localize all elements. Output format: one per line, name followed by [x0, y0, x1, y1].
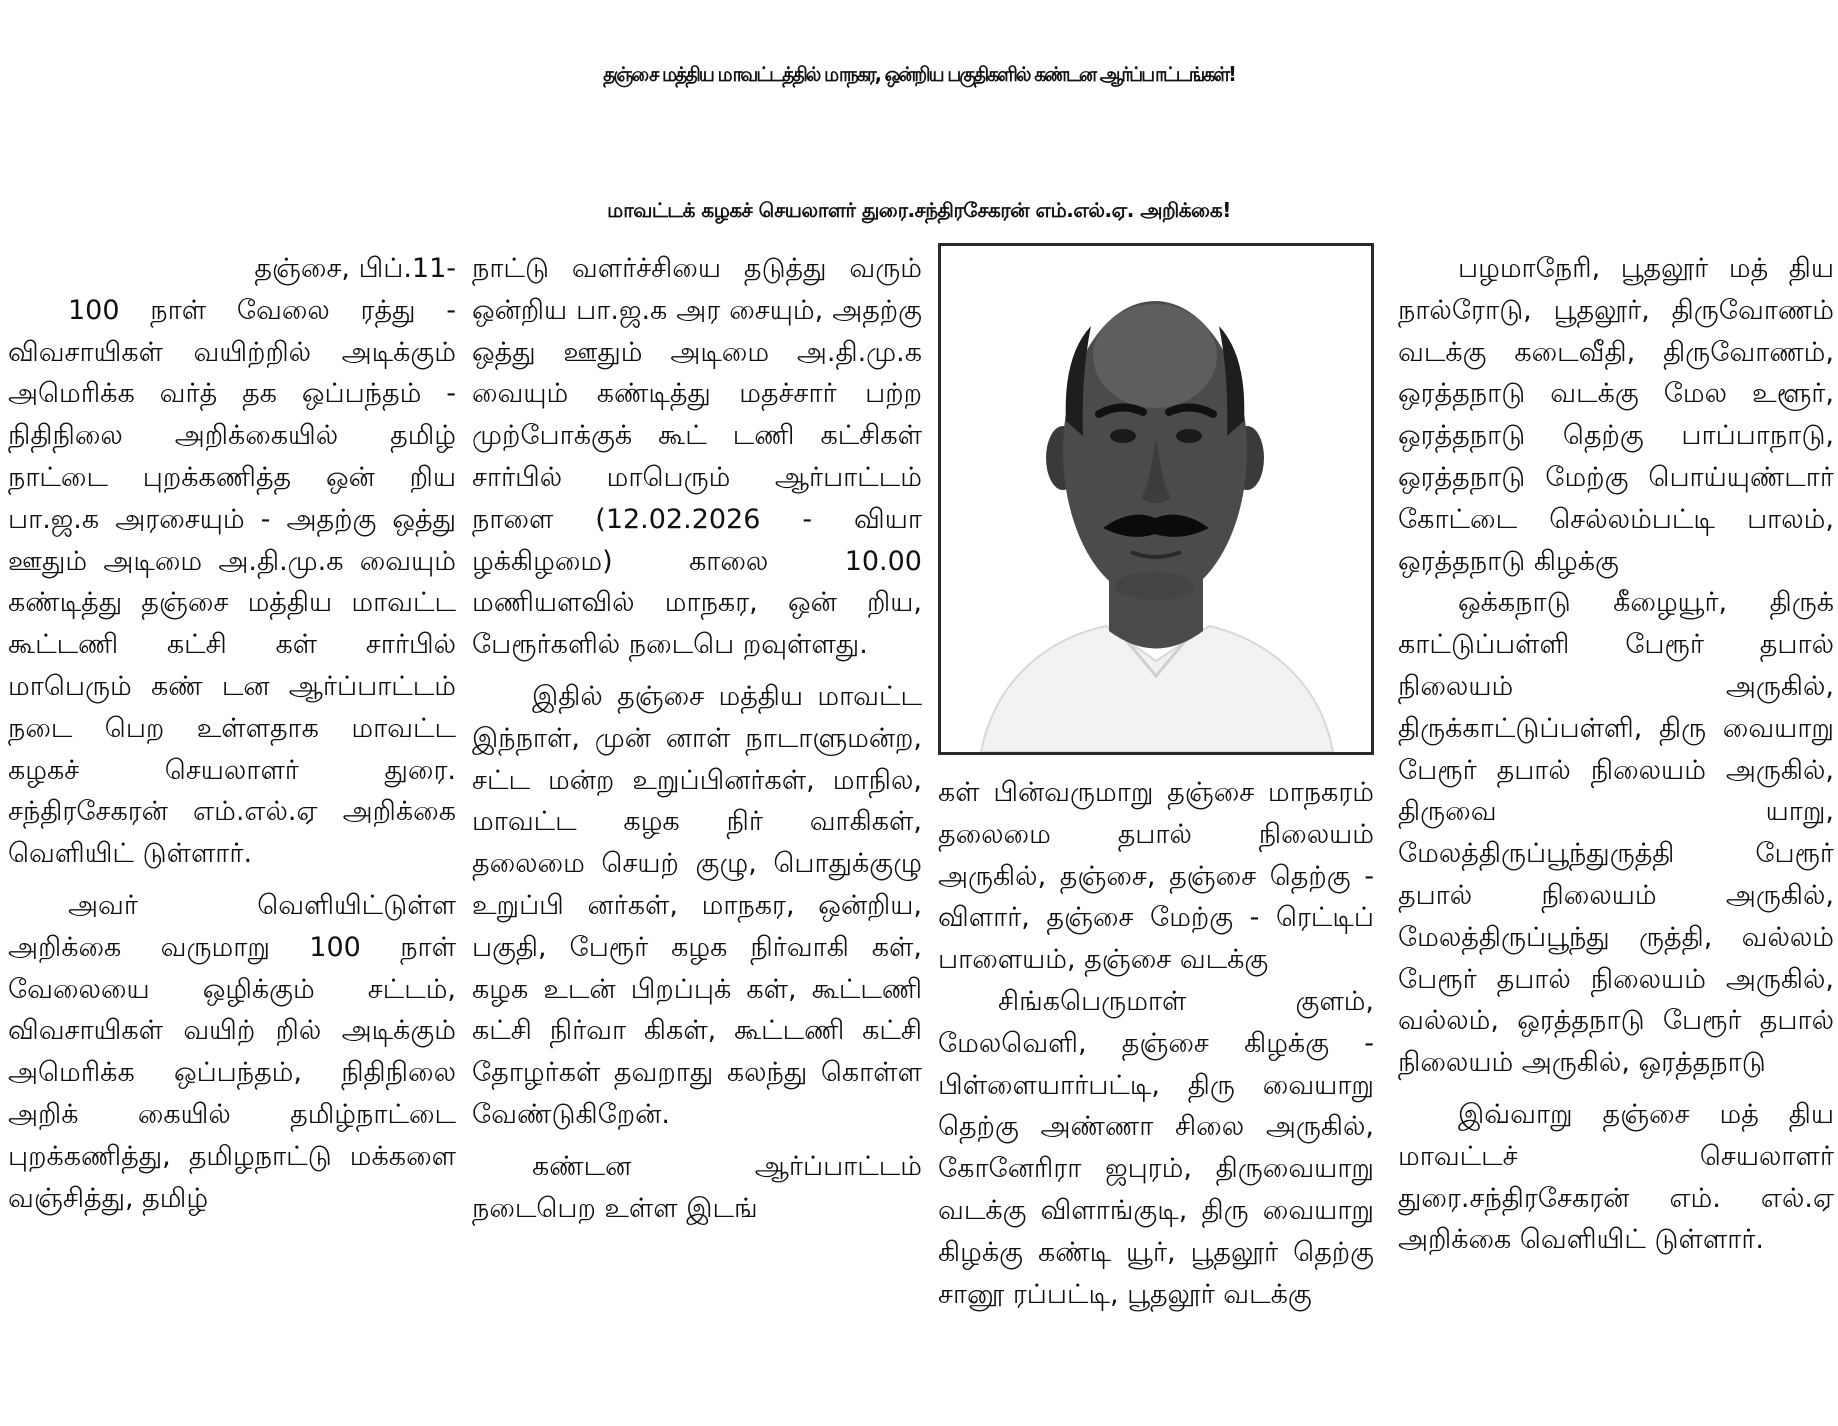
article-paragraph: கண்டன ஆர்ப்பாட்டம் நடைபெற உள்ள இடங் — [472, 1150, 922, 1224]
dateline: தஞ்சை, பிப்.11- — [254, 253, 456, 284]
subheadline: மாவட்டக் கழகச் செயலாளர் துரை.சந்திரசேகரன் எம்.எல்.ஏ. அறிக்கை! — [607, 197, 1231, 222]
article-paragraph: 100 நாள் வேலை ரத்து - விவசாயிகள் வயிற்றில் அடிக்கும் அமெரிக்க வர்த் தக ஒப்பந்தம் - நிதிநிலை அறிக்கையில் தமிழ் நாட்டை புறக்கணித்த ஒன் றிய பா.ஜ.க அரசையும் - அதற்கு ஒத்து ஊதும் அடிமை அ.தி.மு.க வையும் கண்டித்து தஞ்சை மத்திய மாவட்ட கூட்டணி கட்சி கள் சார்பில் மாபெரும் கண் டன ஆர்ப்பாட்டம் நடை பெற உள்ளதாக மாவட்ட கழகச் செயலாளர் துரை. சந்திரசேகரன் எம்.எல்.ஏ அறிக்கை வெளியிட் டுள்ளார். — [8, 294, 456, 870]
article-paragraph: இதில் தஞ்சை மத்திய மாவட்ட இந்நாள், முன் னாள் நாடாளுமன்ற, சட்ட மன்ற உறுப்பினர்கள், மாநில, மாவட்ட கழக நிர் வாகிகள், தலைமை செயற் குழு, பொதுக்குழு உறுப்பி னர்கள், மாநகர, ஒன்றிய, பகுதி, பேரூர் கழக நிர்வாகி கள், கழக உடன் பிறப்புக் கள், கூட்டணி கட்சி நிர்வா கிகள், கூட்டணி கட்சி தோழர்கள் தவறாது கலந்து கொள்ள வேண்டுகிறேன். — [472, 680, 922, 1130]
article-paragraph: பழமாநேரி, பூதலூர் மத் திய நால்ரோடு, பூதலூர், திருவோணம் வடக்கு கடைவீதி, திருவோணம், ஒரத்தநாடு வடக்கு மேல உளூர், ஒரத்தநாடு தெற்கு பாப்பாநாடு, ஒரத்தநாடு மேற்கு பொய்யுண்டார் கோட்டை செல்லம்பட்டி பாலம், ஒரத்தநாடு கிழக்கு — [1398, 253, 1834, 577]
article-paragraph: சிங்கபெருமாள் குளம், மேலவெளி, தஞ்சை கிழக்கு - பிள்ளையார்பட்டி, திரு வையாறு தெற்கு அண்ணா சிலை அருகில், கோனேரிரா ஜபுரம், திருவையாறு வடக்கு விளாங்குடி, திரு வையாறு கிழக்கு கண்டி யூர், பூதலூர் தெற்கு சானூ ரப்பட்டி, பூதலூர் வடக்கு — [938, 985, 1374, 1310]
article-paragraph: நாட்டு வளர்ச்சியை தடுத்து வரும் ஒன்றிய பா.ஜ.க அர சையும், அதற்கு ஒத்து ஊதும் அடிமை அ.தி.மு.க வையும் கண்டித்து மதச்சார் பற்ற முற்போக்குக் கூட் டணி கட்சிகள் சார்பில் மாபெரும் ஆர்பாட்டம் நாளை (12.02.2026 - வியா ழக்கிழமை) காலை 10.00 மணியளவில் மாநகர, ஒன் றிய, பேரூர்களில் நடைபெ றவுள்ளது. — [472, 253, 922, 661]
article-paragraph: ஒக்கநாடு கீழையூர், திருக் காட்டுப்பள்ளி பேரூர் தபால் நிலையம் அருகில், திருக்காட்டுப்பள்ளி, திரு வையாறு பேரூர் தபால் நிலையம் அருகில், திருவை யாறு, மேலத்திருப்பூந்துருத்தி பேரூர் தபால் நிலையம் அருகில், மேலத்திருப்பூந்து ருத்தி, வல்லம் பேரூர் தபால் நிலையம் அருகில், வல்லம், ஒரத்தநாடு பேரூர் தபால் நிலையம் அருகில், ஒரத்தநாடு — [1398, 587, 1834, 1079]
portrait-image — [941, 246, 1371, 752]
article-paragraph: அவர் வெளியிட்டுள்ள அறிக்கை வருமாறு 100 நாள் வேலையை ஒழிக்கும் சட்டம், விவசாயிகள் வயிற் றில் அடிக்கும் அமெரிக்க ஒப்பந்தம், நிதிநிலை அறிக் கையில் தமிழ்நாட்டை புறக்கணித்து, தமிழநாட்டு மக்களை வஞ்சித்து, தமிழ் — [8, 889, 456, 1214]
article-column-1 — [8, 248, 456, 1423]
article-column-3 — [938, 772, 1374, 1423]
article-paragraph: கள் பின்வருமாறு தஞ்சை மாநகரம் தலைமை தபால் நிலையம் அருகில், தஞ்சை, தஞ்சை தெற்கு - விளார், தஞ்சை மேற்கு - ரெட்டிப் பாளையம், தஞ்சை வடக்கு — [938, 777, 1374, 976]
article-column-4 — [1398, 248, 1834, 1423]
portrait-photo — [938, 243, 1374, 755]
headline: தஞ்சை மத்திய மாவட்டத்தில் மாநகர, ஒன்றிய பகுதிகளில் கண்டன ஆர்ப்பாட்டங்கள்! — [603, 62, 1235, 87]
article-column-2 — [472, 248, 922, 1423]
article-paragraph: இவ்வாறு தஞ்சை மத் திய மாவட்டச் செயலாளர் துரை.சந்திரசேகரன் எம். எல்.ஏ அறிக்கை வெளியிட் டுள்ளார். — [1398, 1098, 1834, 1256]
